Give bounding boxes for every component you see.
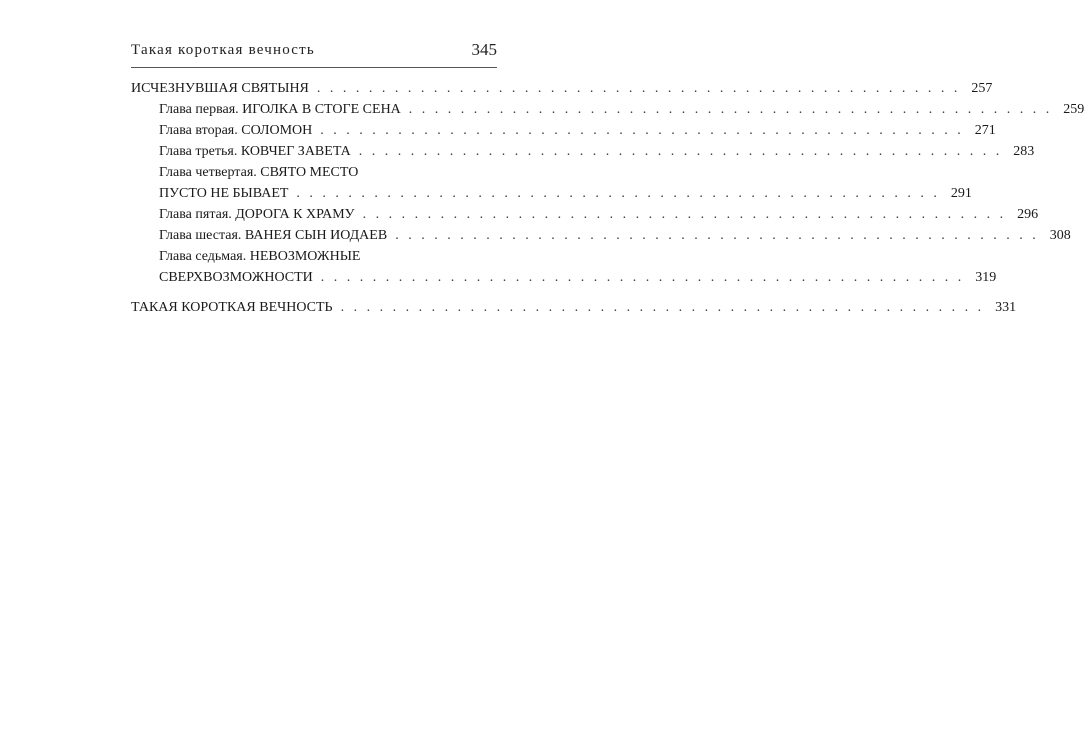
toc-line	[159, 183, 972, 204]
toc-page-number: 257	[971, 81, 993, 96]
toc-line	[159, 99, 1084, 120]
toc-page-number: 331	[995, 300, 1017, 315]
toc-line	[159, 267, 997, 288]
toc-part-entry	[131, 297, 1017, 318]
toc-page-number: 259	[1063, 102, 1084, 117]
toc-page-number: 296	[1017, 207, 1039, 222]
toc-part-entry	[131, 78, 993, 99]
toc-line	[159, 162, 497, 183]
toc-entry-title: ПУСТО НЕ БЫВАЕТ	[159, 186, 289, 201]
dot-leader: . . . . . . . . . . . . . . . . . . . . . . . . . . . . . . . . . . . . . . . . . . . . . . . . . .	[408, 102, 1053, 117]
toc-line	[159, 141, 1035, 162]
dot-leader: . . . . . . . . . . . . . . . . . . . . . . . . . . . . . . . . . . . . . . . . . . . . . . . . . .	[296, 186, 940, 201]
toc-chapter-entry	[131, 162, 972, 204]
toc-entry-title: Глава первая. ИГОЛКА В СТОГЕ СЕНА	[159, 102, 401, 117]
page-number: 345	[471, 40, 497, 59]
toc-entry-title: ТАКАЯ КОРОТКАЯ ВЕЧНОСТЬ	[131, 300, 333, 315]
dot-leader: . . . . . . . . . . . . . . . . . . . . . . . . . . . . . . . . . . . . . . . . . . . . . . . . . .	[362, 207, 1007, 222]
toc-chapter-entry	[131, 246, 997, 288]
toc-page-number: 283	[1013, 144, 1035, 159]
dot-leader: . . . . . . . . . . . . . . . . . . . . . . . . . . . . . . . . . . . . . . . . . . . . . . . . . .	[358, 144, 1003, 159]
toc-chapter-entry	[131, 225, 1071, 246]
dot-leader: . . . . . . . . . . . . . . . . . . . . . . . . . . . . . . . . . . . . . . . . . . . . . . . . . .	[395, 228, 1039, 243]
toc-line	[159, 204, 1039, 225]
toc-chapter-entry	[131, 120, 996, 141]
toc-line	[159, 225, 1071, 246]
toc-entry-title: ИСЧЕЗНУВШАЯ СВЯТЫНЯ	[131, 81, 309, 96]
toc-chapter-entry	[131, 204, 1039, 225]
toc-entry-title: Глава четвертая. СВЯТО МЕСТО	[159, 165, 359, 180]
toc-chapter-entry	[131, 99, 1084, 120]
toc-entry-title: Глава вторая. СОЛОМОН	[159, 123, 313, 138]
toc-line	[159, 246, 497, 267]
toc-page-number: 308	[1049, 228, 1071, 243]
table-of-contents	[131, 78, 1084, 318]
toc-entry-title: Глава шестая. ВАНЕЯ СЫН ИОДАЕВ	[159, 228, 388, 243]
toc-entry-title: Глава третья. КОВЧЕГ ЗАВЕТА	[159, 144, 351, 159]
toc-entry-title: Глава седьмая. НЕВОЗМОЖНЫЕ	[159, 249, 361, 264]
header-rule	[131, 67, 497, 68]
toc-line	[131, 297, 1017, 318]
toc-entry-title: Глава пятая. ДОРОГА К ХРАМУ	[159, 207, 355, 222]
toc-page-number: 319	[975, 270, 997, 285]
toc-page-number: 271	[974, 123, 996, 138]
toc-line	[159, 120, 996, 141]
dot-leader: . . . . . . . . . . . . . . . . . . . . . . . . . . . . . . . . . . . . . . . . . . . . . . . . . .	[340, 300, 985, 315]
toc-entry-title: СВЕРХВОЗМОЖНОСТИ	[159, 270, 313, 285]
dot-leader: . . . . . . . . . . . . . . . . . . . . . . . . . . . . . . . . . . . . . . . . . . . . . . . . . .	[320, 123, 964, 138]
toc-page-number: 291	[950, 186, 972, 201]
toc-chapter-entry	[131, 141, 1035, 162]
running-head	[131, 42, 497, 66]
toc-line	[131, 78, 993, 99]
dot-leader: . . . . . . . . . . . . . . . . . . . . . . . . . . . . . . . . . . . . . . . . . . . . . . . . . .	[320, 270, 965, 285]
dot-leader: . . . . . . . . . . . . . . . . . . . . . . . . . . . . . . . . . . . . . . . . . . . . . . . . . .	[316, 81, 961, 96]
running-title: Такая короткая вечность	[131, 42, 315, 58]
